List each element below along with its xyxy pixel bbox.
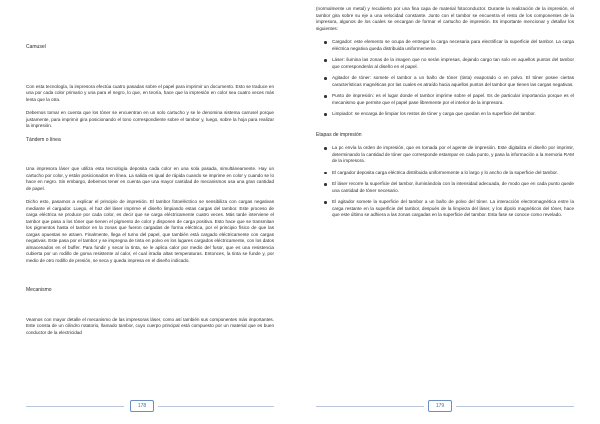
list-item: Agitador de tóner: somete el tambor a un baño de tóner (tinta) evaporado o en polvo. El tóner posee ciertas características magnéticas por las cuales es atraído hacia aquellos puntos del tambor que tienen las cargas negativas.: [332, 75, 574, 87]
paragraph: (normalmente un metal) y recubierto por una fina capa de material fotoconductor. Durante la realización de la impresión, el tambor gira sobre su eje a una velocidad constante. Junto con el tambor se encuentra el resto de los componentes de la impresora, algunos de los cuales se encargan de formar el cartucho de impresión. Es importante mencionar y detallar los siguientes:: [316, 6, 574, 31]
list-item: El láser recorre la superficie del tambor, iluminándola con la intensidad adecuada, de modo que en cada punto quede una cantidad de tóner necesario.: [332, 181, 574, 193]
list-item: El agitador somete la superficie del tambor a un baño de polvo del tóner. La interacción electromagnética entre la carga restante en la superficie del tambor, después de la limpieza del láser, y los dipolo magnéticos del tóner, hace que este último se adhiera a las zonas cargadas en la superficie del tambor. Esta fase se conoce como revelado.: [332, 199, 574, 217]
paragraph: Veamos con mayor detalle el mecanismo de las impresoras láser, como así también sus componentes más importantes. Este consta de un cilindro rotatorio, llamado tambor, cuyo cuerpo principal está compuesto por un material que es buen conductor de la electricidad: [26, 316, 274, 335]
page-rule-left: [316, 406, 424, 407]
left-page-content: [26, 14, 274, 336]
paragraph: Dicho esto, pasamos a explicar el principio de impresión. El tambor fotoeléctrico se sensibiliza con cargas negativas mediante el cargador. Luego, el haz del láser imprime el diseño limpiando estas cargas del tambor. Este proceso de carga eléctrica se produce por cada color, es decir que se carga eléctricamente cuatro veces. Más tarde interviene el tambor que pasa a los tóner que tienen el pigmento de color y disponen de carga positiva. Esto hace que se transmitan los pigmentos hasta el tambor en la zonas que fueron cargadas de forma eléctrica, por el principio físico de que las cargas opuestas se atraen. Finalmente, llega el turno del papel, que también está cargado eléctricamente con cargas negativas. Este pasa por el tambor y se impregna de tinta en polvo en los lugares cargados eléctricamente, con los datos almacenados en el buffer. Para fundir y secar la tinta, se le aplica calor por medio del fusor, que es una resistencia cubierta por un rodillo de goma resistente al calor, el cual irradia altas temperaturas. Entonces, la tinta se funde y, por medio de otro rodillo de presión, se seca y queda impresa en el diseño indicado.: [26, 199, 274, 263]
list-item: Limpiador: se encarga de limpiar los restos de tóner y carga que quedan en la superficie del tambor.: [332, 111, 574, 118]
list-item: Punto de impresión: es el lugar donde el tambor imprime sobre el papel. Es de particular importancia porque es el mecanismo que permite que el papel pase libremente por el interior de la impresora.: [332, 93, 574, 105]
paragraph: Una impresora láser que utiliza esta tecnología deposita cada color en una sola pasada, simultáneamente. Hay un cartucho por color, y están posicionados en línea. La salida es igual de rápida cuando se imprime en color y cuando se lo hace en negro. Sin embargo, debemos tener en cuenta que una mayor cantidad de mecanismos usa una gran cantidad de papel.: [26, 166, 274, 191]
heading-mecanismo: Mecanismo: [26, 287, 52, 293]
page-number: 179: [428, 400, 452, 412]
right-page-content: [316, 6, 574, 219]
paragraph: Con esta tecnología, la impresora efectúa cuatro pasadas sobre el papel para imprimir un documento. Esto se traduce en una por cada color primario y una para el negro, lo que, en teoría, hace que la impresión en color sea cuatro veces más lenta que la otra.: [26, 83, 274, 102]
component-list: [316, 39, 574, 118]
right-page: [300, 0, 600, 424]
list-item: La pc envía la orden de impresión, que es tomada por el agente de impresión. Este digitaliza el diseño por imprimir, determinando la cantidad de tóner que corresponde estampar en cada punto, y pasa la información a la memoria RAM de la impresora.: [332, 145, 574, 163]
heading-carrusel: Camusel: [26, 44, 46, 50]
page-rule-right: [456, 406, 574, 407]
heading-etapas: Etapas de impresión: [316, 131, 362, 138]
stages-list: [316, 145, 574, 219]
page-rule-left: [26, 406, 124, 407]
heading-tandem: Tándem o línea: [26, 136, 61, 143]
list-item: Cargador: este elemento se ocupa de entregar la carga necesaria para electrificar la superficie del tambor. La carga eléctrica negativa queda distribuida uniformemente.: [332, 39, 574, 51]
list-item: Láser: ilumina las zonas de la imagen que no serán impresas, dejando cargo tan solo en aquellos puntos del tambor que corresponderán al diseño en el papel.: [332, 57, 574, 69]
paragraph: Debemos tomar en cuenta que los tóner se encuentran en un solo cartucho y se le denomina sistema carrusel porque justamente, para imprimir gira posicionando el tono correspondiente sobre el tambor y, luego, sobre la hoja para realizar la impresión.: [26, 110, 274, 128]
page-rule-right: [158, 406, 274, 407]
page-number: 178: [130, 400, 154, 412]
list-item: El cargador deposita carga eléctrica distribuida uniformemente a lo largo y lo ancho de la superficie del tambor.: [332, 170, 574, 177]
